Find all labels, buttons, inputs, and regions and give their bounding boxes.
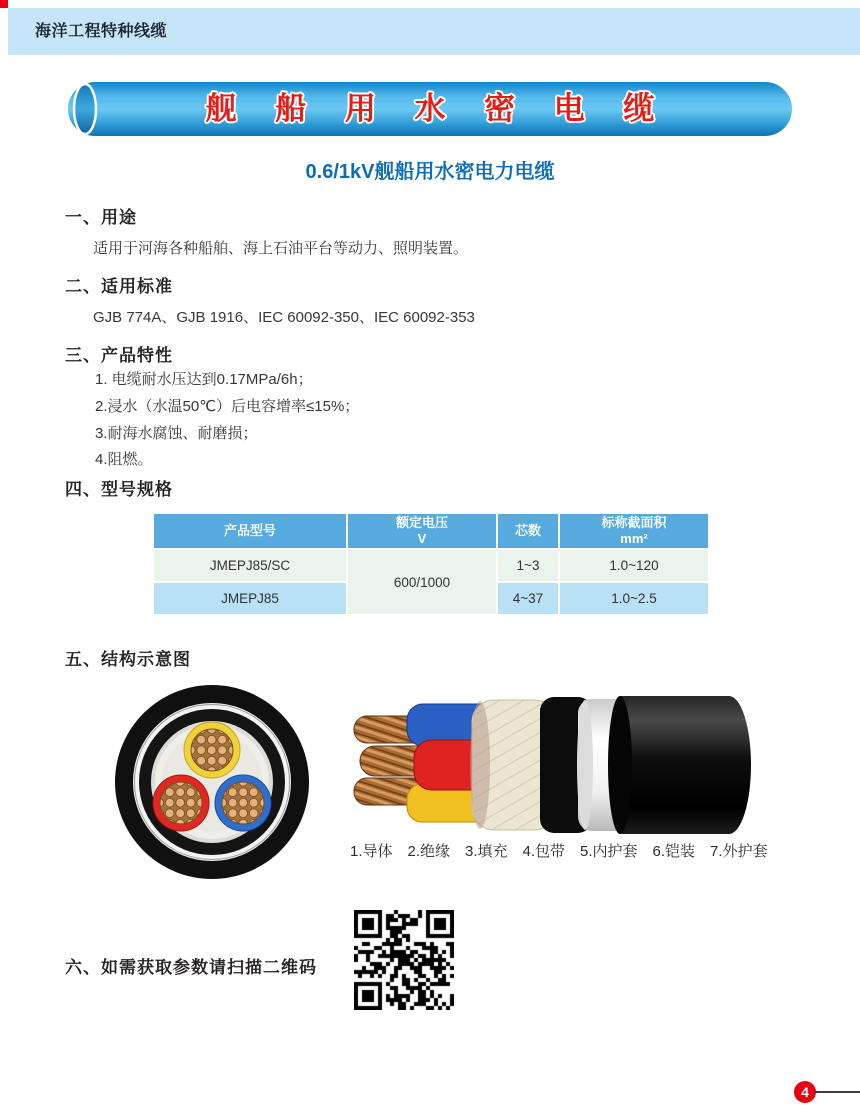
section1-heading: 一、用途 — [65, 208, 137, 227]
cell-cores: 4~37 — [498, 583, 558, 614]
core-red — [153, 775, 209, 831]
banner-cylinder — [68, 82, 792, 136]
outer-sheath — [608, 696, 751, 834]
section4-heading: 四、型号规格 — [65, 480, 173, 499]
col-header-cores-label: 芯数 — [514, 522, 541, 538]
page-number-rule — [815, 1091, 860, 1093]
col-header-area — [560, 514, 708, 548]
table-header-row — [154, 514, 708, 548]
core-yellow — [184, 722, 240, 778]
corner-red-mark — [0, 0, 8, 8]
page-title: 舰 船 用 水 密 电 缆 — [205, 91, 670, 126]
table-row — [154, 550, 708, 581]
page-number-badge: 4 — [794, 1081, 816, 1103]
qr-code — [354, 910, 454, 1010]
col-header-cores — [498, 514, 558, 548]
col-header-model-label: 产品型号 — [223, 522, 276, 538]
section3-heading: 三、产品特性 — [65, 346, 173, 365]
feature-item: 3.耐海水腐蚀、耐磨损； — [95, 425, 258, 442]
cell-model: JMEPJ85 — [154, 583, 346, 614]
category-title: 海洋工程特种线缆 — [35, 23, 168, 40]
cell-area: 1.0~2.5 — [560, 583, 708, 614]
core-blue — [215, 775, 271, 831]
cell-area: 1.0~120 — [560, 550, 708, 581]
structure-caption: 1.导体 2.绝缘 3.填充 4.包带 5.内护套 6.铠装 7.外护套 — [350, 843, 768, 860]
section1-body: 适用于河海各种船舶、海上石油平台等动力、照明装置。 — [93, 240, 469, 257]
spec-table — [152, 512, 710, 616]
section2-body: GJB 774A、GJB 1916、IEC 60092-350、IEC 60092-353 — [93, 309, 475, 326]
section2-heading: 二、适用标准 — [65, 277, 173, 296]
feature-item: 2.浸水（水温50℃）后电容增率≤15%； — [95, 398, 360, 415]
cell-cores: 1~3 — [498, 550, 558, 581]
section5-heading: 五、结构示意图 — [65, 650, 191, 669]
product-subtitle: 0.6/1kV舰船用水密电力电缆 — [305, 161, 555, 183]
section6-heading: 六、如需获取参数请扫描二维码 — [65, 958, 317, 977]
col-header-voltage — [348, 514, 496, 548]
col-header-voltage-label: 额定电压 — [395, 514, 448, 530]
cell-voltage-merged: 600/1000 — [348, 550, 496, 614]
feature-item: 1. 电缆耐水压达到0.17MPa/6h； — [95, 371, 313, 388]
col-header-model — [154, 514, 346, 548]
cable-3d-image — [352, 696, 752, 834]
col-header-voltage-unit: V — [417, 531, 427, 546]
col-header-area-label: 标称截面积 — [601, 514, 667, 530]
feature-item: 4.阻燃。 — [95, 451, 153, 468]
cell-model: JMEPJ85/SC — [154, 550, 346, 581]
top-header-band — [8, 8, 860, 55]
cable-cross-section-image — [112, 682, 312, 882]
col-header-area-unit: mm² — [620, 531, 648, 546]
